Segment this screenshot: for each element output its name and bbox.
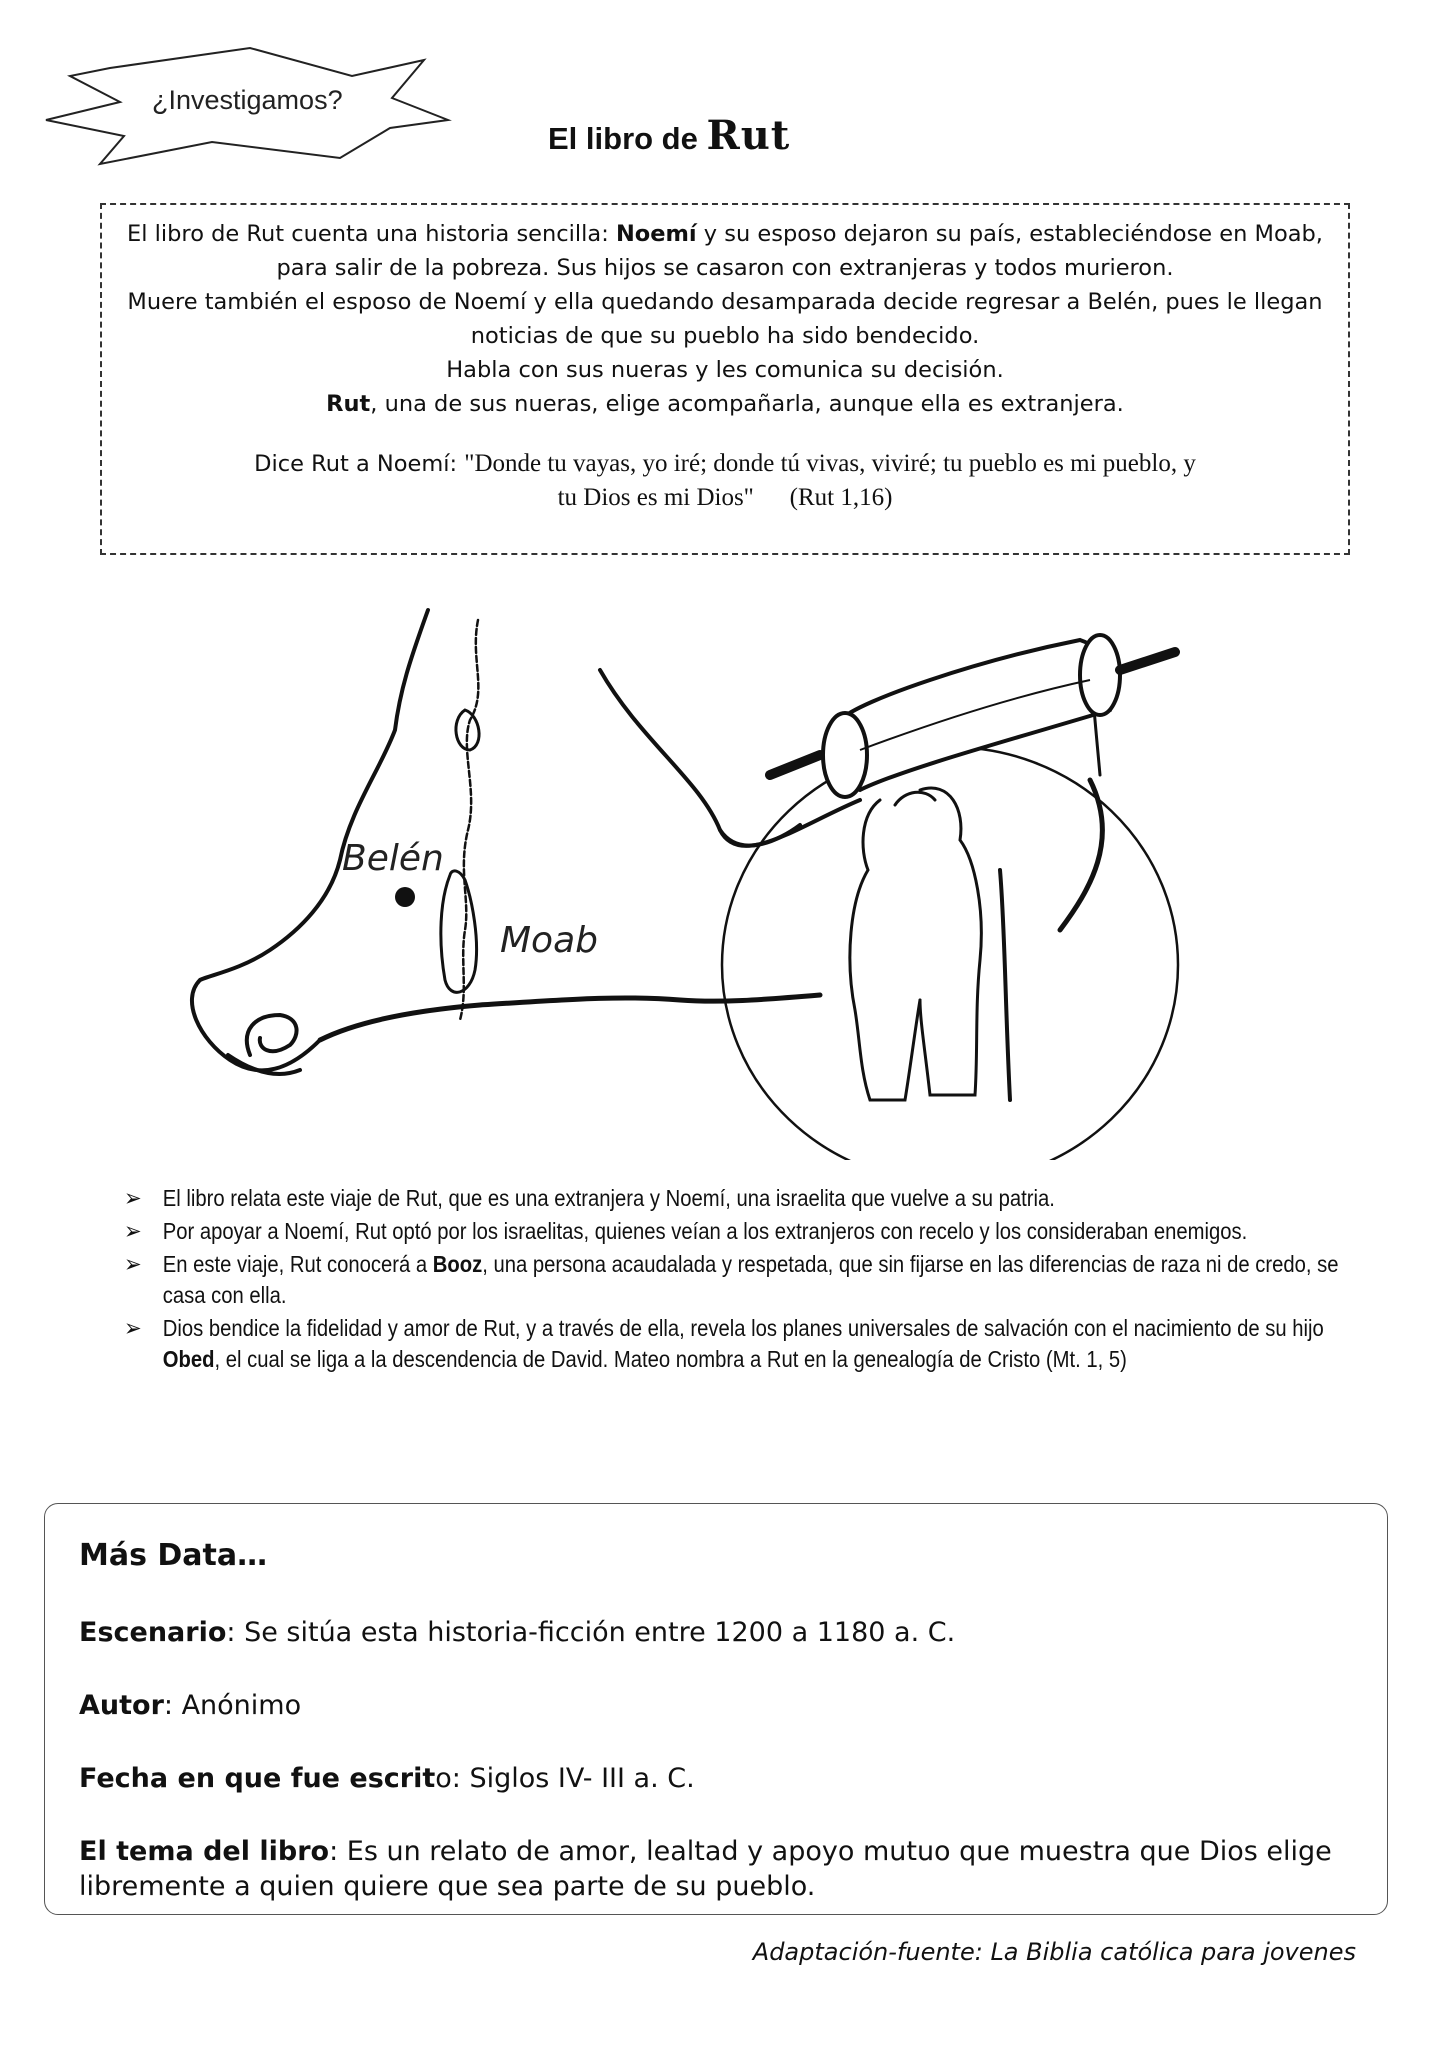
info-label: El tema del libro xyxy=(79,1836,330,1867)
intro-bold-noemi: Noemí xyxy=(615,221,697,247)
title-prefix: El libro de xyxy=(548,121,698,156)
arrow-bullet-icon: ➢ xyxy=(124,1315,142,1342)
arrow-bullet-icon: ➢ xyxy=(124,1185,142,1212)
info-value: : Se sitúa esta historia-ficción entre 1200 a 1180 a. C. xyxy=(226,1617,956,1648)
bullet-text: , el cual se liga a la descendencia de David. Mateo nombra a Rut en la genealogía de Cristo (Mt. 1, 5) xyxy=(214,1346,1127,1372)
map-drawing xyxy=(0,600,1448,1160)
quote-intro: Dice Rut a Noemí: xyxy=(254,451,465,477)
bullet-bold-booz: Booz xyxy=(432,1251,483,1277)
info-label: Fecha en que fue escrit xyxy=(79,1763,436,1794)
intro-box xyxy=(100,203,1350,555)
intro-paragraph-3: Habla con sus nueras y les comunica su decisión. xyxy=(446,357,1004,383)
info-heading: Más Data… xyxy=(79,1538,268,1573)
title-name: Rut xyxy=(706,112,791,159)
intro-bold-rut: Rut xyxy=(326,391,371,417)
quote-reference: (Rut 1,16) xyxy=(789,484,893,511)
map-label-moab: Moab xyxy=(500,920,598,961)
map-illustration xyxy=(0,600,1448,1160)
mas-data-box xyxy=(44,1503,1388,1915)
info-fecha xyxy=(79,1761,1353,1796)
bullet-text: Por apoyar a Noemí, Rut optó por los israelitas, quienes veían a los extranjeros con recelo y los consideraban enemigos. xyxy=(162,1218,1248,1244)
intro-text: , una de sus nueras, elige acompañarla, aunque ella es extranjera. xyxy=(370,391,1124,417)
list-item xyxy=(124,1249,1356,1311)
info-escenario xyxy=(79,1615,1353,1650)
map-label-belen: Belén xyxy=(342,838,444,879)
intro-paragraph-2: Muere también el esposo de Noemí y ella quedando desamparada decide regresar a Belén, pues le llegan noticias de que su pueblo ha sido bendecido. xyxy=(127,289,1323,349)
intro-text: El libro de Rut cuenta una historia sencilla: xyxy=(127,221,616,247)
investigamos-badge xyxy=(40,40,460,170)
info-value: : Anónimo xyxy=(163,1690,302,1721)
list-item xyxy=(124,1216,1356,1247)
intro-paragraph-4 xyxy=(102,387,1348,421)
arrow-bullet-icon: ➢ xyxy=(124,1218,142,1245)
bullet-list xyxy=(124,1183,1356,1377)
bullet-text: En este viaje, Rut conocerá a xyxy=(162,1251,433,1277)
quote-text: "Donde tu vayas, yo iré; donde tú vivas, viviré; tu pueblo es mi pueblo, y tu Dios es mi Dios" xyxy=(464,450,1196,511)
page-title xyxy=(548,112,790,159)
belen-dot xyxy=(395,887,415,907)
list-item xyxy=(124,1183,1356,1214)
info-label: Escenario xyxy=(79,1617,227,1648)
info-value: : Es un relato de amor, lealtad y apoyo mutuo que muestra que Dios elige libremente a quien quiere que sea parte de su pueblo. xyxy=(79,1836,1332,1902)
info-value: o: Siglos IV- III a. C. xyxy=(435,1763,695,1794)
intro-quote xyxy=(102,447,1348,515)
intro-paragraph-1 xyxy=(102,217,1348,285)
info-autor xyxy=(79,1688,1353,1723)
source-footer: Adaptación-fuente: La Biblia católica para jovenes xyxy=(752,1938,1356,1966)
list-item xyxy=(124,1313,1356,1375)
bullet-text: , una persona acaudalada y respetada, que sin fijarse en las diferencias de raza ni de credo, se casa con ella. xyxy=(162,1251,1339,1308)
bullet-bold-obed: Obed xyxy=(162,1346,215,1372)
arrow-bullet-icon: ➢ xyxy=(124,1251,142,1278)
bullet-text: El libro relata este viaje de Rut, que es una extranjera y Noemí, una israelita que vuelve a su patria. xyxy=(162,1185,1055,1211)
intro-text: y su esposo dejaron su país, estableciéndose en Moab, para salir de la pobreza. Sus hijos se casaron con extranjeras y todos murieron. xyxy=(276,221,1323,281)
badge-label: ¿Investigamos? xyxy=(152,85,343,115)
bullet-text: Dios bendice la fidelidad y amor de Rut, y a través de ella, revela los planes universales de salvación con el nacimiento de su hijo xyxy=(162,1315,1324,1341)
info-label: Autor xyxy=(79,1690,164,1721)
info-tema xyxy=(79,1834,1353,1904)
